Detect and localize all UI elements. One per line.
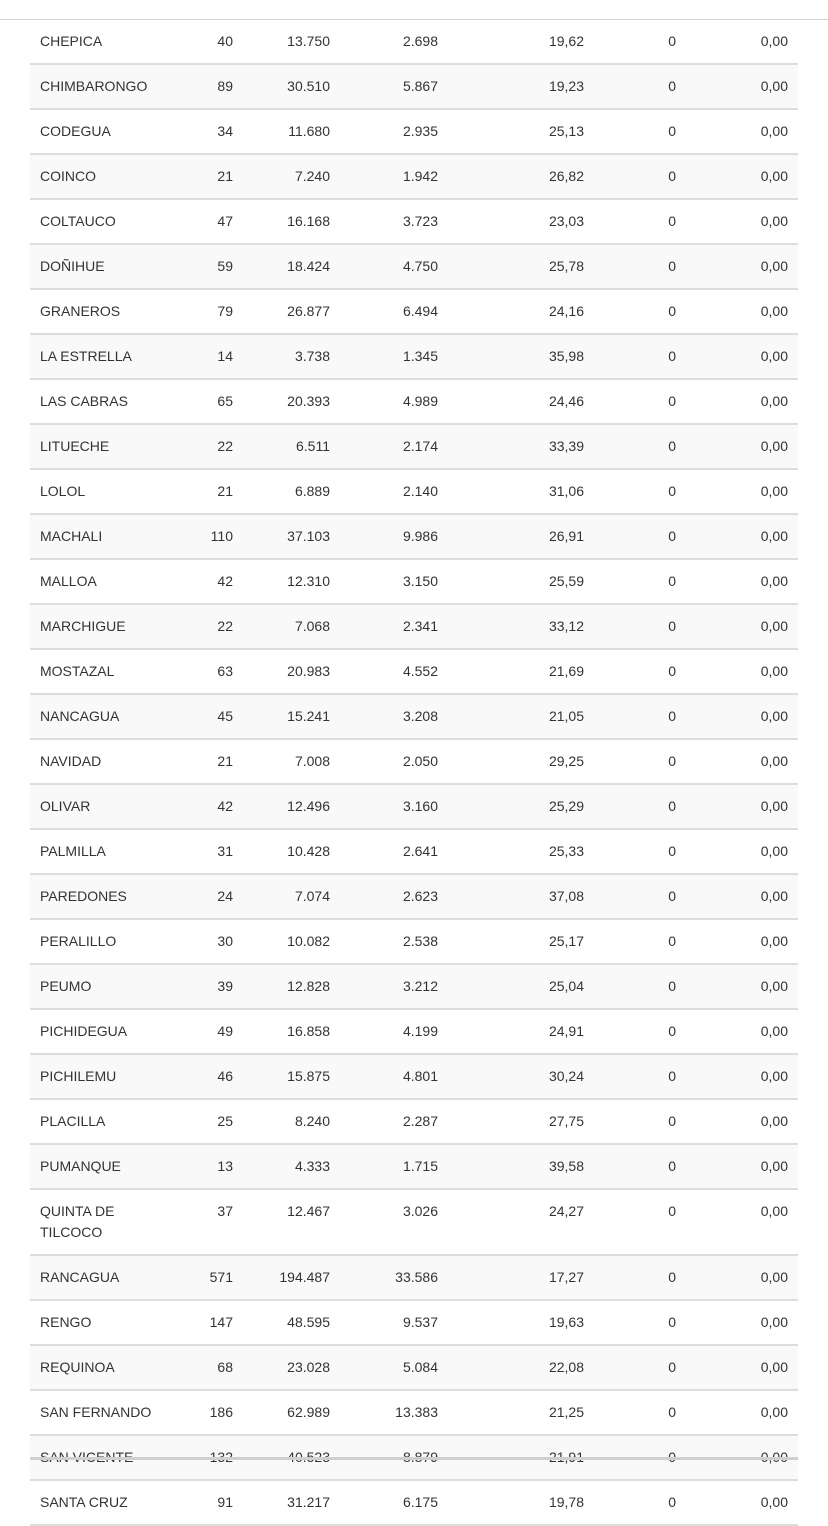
table-row: [30, 649, 798, 694]
cell-percent-a: 29,25: [448, 739, 594, 784]
cell-commune-name: [30, 109, 160, 154]
commune-name-text: COLTAUCO: [40, 213, 116, 229]
cell-count: 13: [160, 1144, 243, 1189]
cell-value-b: 3.026: [340, 1189, 448, 1255]
cell-percent-b: 0,00: [686, 1390, 798, 1435]
table-row: [30, 964, 798, 1009]
commune-name-text: CHIMBARONGO: [40, 78, 148, 94]
cell-value-c: 0: [594, 514, 686, 559]
cell-value-a: 6.889: [243, 469, 340, 514]
cell-value-b: 2.050: [340, 739, 448, 784]
cell-commune-name: [30, 604, 160, 649]
cell-value-a: 10.428: [243, 829, 340, 874]
cell-commune-name: [30, 1480, 160, 1525]
cell-count: 91: [160, 1480, 243, 1525]
cell-value-b: 3.160: [340, 784, 448, 829]
cell-commune-name: [30, 424, 160, 469]
cell-value-a: 7.240: [243, 154, 340, 199]
cell-commune-name: [30, 20, 160, 64]
table-row: [30, 154, 798, 199]
cell-value-c: 0: [594, 1480, 686, 1525]
cell-percent-a: 25,78: [448, 244, 594, 289]
cell-percent-b: 0,00: [686, 1255, 798, 1300]
cell-value-b: 4.989: [340, 379, 448, 424]
cell-value-c: 0: [594, 874, 686, 919]
cell-value-c: 0: [594, 1189, 686, 1255]
commune-name-text: REQUINOA: [40, 1359, 115, 1375]
cell-count: 68: [160, 1345, 243, 1390]
cell-commune-name: [30, 1345, 160, 1390]
cell-value-b: 6.494: [340, 289, 448, 334]
commune-name-text: PICHILEMU: [40, 1068, 117, 1084]
cell-count: 30: [160, 919, 243, 964]
table-row: [30, 604, 798, 649]
table-row: [30, 1480, 798, 1525]
cell-count: 147: [160, 1300, 243, 1345]
cell-percent-a: 37,08: [448, 874, 594, 919]
cell-commune-name: [30, 784, 160, 829]
cell-percent-a: 19,63: [448, 1300, 594, 1345]
cell-commune-name: [30, 829, 160, 874]
commune-name-text: LOLOL: [40, 483, 86, 499]
cell-value-a: 12.310: [243, 559, 340, 604]
cell-percent-b: 0,00: [686, 649, 798, 694]
cell-commune-name: [30, 1054, 160, 1099]
cell-value-a: 62.989: [243, 1390, 340, 1435]
cell-percent-b: 0,00: [686, 20, 798, 64]
table-row: [30, 784, 798, 829]
cell-value-c: 0: [594, 1300, 686, 1345]
cell-count: 34: [160, 109, 243, 154]
table-row: [30, 1144, 798, 1189]
cell-percent-a: 25,29: [448, 784, 594, 829]
table-row: [30, 1300, 798, 1345]
table-row: [30, 1054, 798, 1099]
commune-name-text: LA ESTRELLA: [40, 348, 132, 364]
cell-count: 186: [160, 1390, 243, 1435]
cell-value-b: 3.150: [340, 559, 448, 604]
cell-value-b: 5.084: [340, 1345, 448, 1390]
table-row: [30, 559, 798, 604]
cell-value-b: 13.383: [340, 1390, 448, 1435]
commune-name-text: LAS CABRAS: [40, 393, 128, 409]
cell-percent-b: 0,00: [686, 244, 798, 289]
commune-name-text: CHEPICA: [40, 33, 103, 49]
cell-value-a: 15.875: [243, 1054, 340, 1099]
cell-value-c: 0: [594, 739, 686, 784]
cell-value-c: 0: [594, 1009, 686, 1054]
table-body: [30, 20, 798, 1525]
cell-value-c: 0: [594, 1255, 686, 1300]
cell-value-b: 2.935: [340, 109, 448, 154]
cell-value-b: 2.538: [340, 919, 448, 964]
commune-name-text: DOÑIHUE: [40, 258, 105, 274]
cell-percent-a: 22,08: [448, 1345, 594, 1390]
table-row: [30, 469, 798, 514]
cell-percent-a: 21,25: [448, 1390, 594, 1435]
cell-percent-b: 0,00: [686, 334, 798, 379]
commune-name-text: PAREDONES: [40, 888, 127, 904]
cell-value-a: 7.074: [243, 874, 340, 919]
cell-value-b: 4.552: [340, 649, 448, 694]
cell-percent-b: 0,00: [686, 424, 798, 469]
cell-percent-a: 21,69: [448, 649, 594, 694]
cell-commune-name: [30, 739, 160, 784]
commune-name-text: PLACILLA: [40, 1113, 106, 1129]
cell-commune-name: [30, 964, 160, 1009]
cell-value-c: 0: [594, 20, 686, 64]
cell-percent-a: 19,62: [448, 20, 594, 64]
cell-value-b: 2.287: [340, 1099, 448, 1144]
cell-value-a: 12.467: [243, 1189, 340, 1255]
cell-value-c: 0: [594, 154, 686, 199]
cell-percent-b: 0,00: [686, 1189, 798, 1255]
cell-count: 63: [160, 649, 243, 694]
cell-percent-a: 23,03: [448, 199, 594, 244]
commune-name-text: MACHALI: [40, 528, 103, 544]
cell-value-c: 0: [594, 1345, 686, 1390]
table-row: [30, 64, 798, 109]
cell-value-a: 11.680: [243, 109, 340, 154]
cell-percent-a: 19,23: [448, 64, 594, 109]
cell-count: 40: [160, 20, 243, 64]
cell-value-b: 2.623: [340, 874, 448, 919]
table-row: [30, 109, 798, 154]
cell-count: 110: [160, 514, 243, 559]
cell-value-b: 4.801: [340, 1054, 448, 1099]
commune-name-text: GRANEROS: [40, 303, 121, 319]
cell-count: 24: [160, 874, 243, 919]
cell-value-b: 2.174: [340, 424, 448, 469]
cell-percent-a: 33,39: [448, 424, 594, 469]
cell-percent-a: 25,04: [448, 964, 594, 1009]
cell-value-a: 48.595: [243, 1300, 340, 1345]
cell-value-b: 4.750: [340, 244, 448, 289]
cell-percent-a: 19,78: [448, 1480, 594, 1525]
commune-results-table: [30, 20, 798, 1526]
table-row: [30, 694, 798, 739]
cell-commune-name: [30, 919, 160, 964]
cell-commune-name: [30, 874, 160, 919]
cell-percent-a: 35,98: [448, 334, 594, 379]
cell-percent-a: 24,46: [448, 379, 594, 424]
commune-name-text: LITUECHE: [40, 438, 110, 454]
table-row: [30, 424, 798, 469]
commune-name-text: RANCAGUA: [40, 1269, 120, 1285]
commune-name-text: RENGO: [40, 1314, 92, 1330]
table-row: [30, 1099, 798, 1144]
cell-commune-name: [30, 1099, 160, 1144]
cell-percent-b: 0,00: [686, 964, 798, 1009]
cell-value-b: 1.715: [340, 1144, 448, 1189]
cell-value-c: 0: [594, 469, 686, 514]
cell-value-a: 20.393: [243, 379, 340, 424]
cell-count: 39: [160, 964, 243, 1009]
cell-commune-name: [30, 1300, 160, 1345]
commune-name-text: PICHIDEGUA: [40, 1023, 128, 1039]
cell-value-b: 9.986: [340, 514, 448, 559]
cell-count: 37: [160, 1189, 243, 1255]
cell-value-c: 0: [594, 784, 686, 829]
commune-name-text: MOSTAZAL: [40, 663, 115, 679]
cell-percent-b: 0,00: [686, 469, 798, 514]
cell-percent-a: 24,27: [448, 1189, 594, 1255]
cell-count: 49: [160, 1009, 243, 1054]
cell-percent-a: 25,33: [448, 829, 594, 874]
table-row: [30, 739, 798, 784]
cell-count: 14: [160, 334, 243, 379]
cell-value-b: 5.867: [340, 64, 448, 109]
cell-percent-b: 0,00: [686, 559, 798, 604]
cell-percent-a: 25,17: [448, 919, 594, 964]
cell-value-a: 7.008: [243, 739, 340, 784]
table-row: [30, 1390, 798, 1435]
cell-value-a: 31.217: [243, 1480, 340, 1525]
cell-percent-a: 25,59: [448, 559, 594, 604]
cell-value-b: 1.345: [340, 334, 448, 379]
table-row: [30, 289, 798, 334]
cell-percent-a: 24,91: [448, 1009, 594, 1054]
cell-value-b: 3.212: [340, 964, 448, 1009]
cell-value-a: 16.168: [243, 199, 340, 244]
cell-value-c: 0: [594, 1099, 686, 1144]
cell-count: 45: [160, 694, 243, 739]
cell-value-c: 0: [594, 829, 686, 874]
commune-name-text: SANTA CRUZ: [40, 1494, 128, 1510]
cell-value-b: 3.208: [340, 694, 448, 739]
commune-name-text: OLIVAR: [40, 798, 91, 814]
cell-commune-name: [30, 154, 160, 199]
cell-percent-b: 0,00: [686, 379, 798, 424]
cell-value-c: 0: [594, 199, 686, 244]
cell-value-a: 20.983: [243, 649, 340, 694]
cell-percent-b: 0,00: [686, 739, 798, 784]
cell-percent-b: 0,00: [686, 829, 798, 874]
cell-value-c: 0: [594, 559, 686, 604]
cell-value-a: 8.240: [243, 1099, 340, 1144]
table-row: [30, 20, 798, 64]
cell-commune-name: [30, 334, 160, 379]
cell-count: 21: [160, 739, 243, 784]
cell-commune-name: [30, 694, 160, 739]
cell-percent-b: 0,00: [686, 874, 798, 919]
cell-commune-name: [30, 649, 160, 694]
cell-value-b: 2.341: [340, 604, 448, 649]
cell-value-a: 26.877: [243, 289, 340, 334]
cell-count: 22: [160, 424, 243, 469]
cell-value-a: 10.082: [243, 919, 340, 964]
cell-percent-b: 0,00: [686, 604, 798, 649]
cell-percent-a: 26,82: [448, 154, 594, 199]
cell-percent-a: 33,12: [448, 604, 594, 649]
cell-percent-b: 0,00: [686, 919, 798, 964]
cell-percent-b: 0,00: [686, 64, 798, 109]
cell-percent-b: 0,00: [686, 1099, 798, 1144]
commune-name-text: PALMILLA: [40, 843, 106, 859]
cell-commune-name: [30, 379, 160, 424]
cell-percent-a: 21,05: [448, 694, 594, 739]
cell-value-a: 3.738: [243, 334, 340, 379]
cell-percent-b: 0,00: [686, 1345, 798, 1390]
cell-percent-a: 24,16: [448, 289, 594, 334]
cell-value-c: 0: [594, 334, 686, 379]
cell-count: 46: [160, 1054, 243, 1099]
cell-value-a: 4.333: [243, 1144, 340, 1189]
cell-value-c: 0: [594, 694, 686, 739]
cell-commune-name: [30, 514, 160, 559]
cell-value-c: 0: [594, 1144, 686, 1189]
cell-percent-a: 39,58: [448, 1144, 594, 1189]
cell-value-c: 0: [594, 64, 686, 109]
commune-name-text: NANCAGUA: [40, 708, 120, 724]
cell-value-a: 13.750: [243, 20, 340, 64]
cell-count: 571: [160, 1255, 243, 1300]
cell-percent-b: 0,00: [686, 1300, 798, 1345]
cell-count: 89: [160, 64, 243, 109]
cell-percent-b: 0,00: [686, 1480, 798, 1525]
table-row: [30, 379, 798, 424]
commune-name-text: SAN FERNANDO: [40, 1404, 152, 1420]
cell-commune-name: [30, 1390, 160, 1435]
cell-percent-a: 26,91: [448, 514, 594, 559]
cell-value-c: 0: [594, 964, 686, 1009]
cell-value-a: 6.511: [243, 424, 340, 469]
commune-name-text: COINCO: [40, 168, 96, 184]
cell-commune-name: [30, 1009, 160, 1054]
cell-value-a: 30.510: [243, 64, 340, 109]
table-row: [30, 1189, 798, 1255]
cell-count: 47: [160, 199, 243, 244]
table-row: [30, 1345, 798, 1390]
cell-value-a: 194.487: [243, 1255, 340, 1300]
cell-value-c: 0: [594, 424, 686, 469]
commune-name-text: PEUMO: [40, 978, 92, 994]
cell-commune-name: [30, 289, 160, 334]
cell-percent-a: 17,27: [448, 1255, 594, 1300]
table-row: [30, 829, 798, 874]
cell-value-b: 2.698: [340, 20, 448, 64]
cell-count: 79: [160, 289, 243, 334]
table-row: [30, 919, 798, 964]
cell-commune-name: [30, 64, 160, 109]
cell-percent-b: 0,00: [686, 1009, 798, 1054]
cell-value-a: 23.028: [243, 1345, 340, 1390]
cell-percent-a: 31,06: [448, 469, 594, 514]
cell-value-c: 0: [594, 1390, 686, 1435]
cell-commune-name: [30, 244, 160, 289]
commune-name-text: QUINTA DE TILCOCO: [40, 1203, 115, 1240]
cell-count: 65: [160, 379, 243, 424]
cell-count: 22: [160, 604, 243, 649]
cell-value-b: 6.175: [340, 1480, 448, 1525]
cell-value-c: 0: [594, 379, 686, 424]
cell-percent-b: 0,00: [686, 199, 798, 244]
cell-count: 42: [160, 784, 243, 829]
table-row: [30, 334, 798, 379]
cell-commune-name: [30, 199, 160, 244]
cell-value-b: 9.537: [340, 1300, 448, 1345]
commune-name-text: CODEGUA: [40, 123, 111, 139]
cell-count: 21: [160, 469, 243, 514]
cell-value-b: 1.942: [340, 154, 448, 199]
cell-percent-a: 30,24: [448, 1054, 594, 1099]
commune-name-text: MARCHIGUE: [40, 618, 126, 634]
cell-value-c: 0: [594, 919, 686, 964]
cell-value-c: 0: [594, 289, 686, 334]
cell-percent-b: 0,00: [686, 514, 798, 559]
cell-value-b: 2.641: [340, 829, 448, 874]
commune-name-text: PUMANQUE: [40, 1158, 121, 1174]
cell-percent-b: 0,00: [686, 109, 798, 154]
cell-count: 31: [160, 829, 243, 874]
cell-value-c: 0: [594, 1054, 686, 1099]
cell-percent-b: 0,00: [686, 694, 798, 739]
cell-percent-b: 0,00: [686, 289, 798, 334]
cell-commune-name: [30, 1255, 160, 1300]
table-row: [30, 199, 798, 244]
cell-value-a: 12.828: [243, 964, 340, 1009]
cell-count: 42: [160, 559, 243, 604]
commune-name-text: PERALILLO: [40, 933, 117, 949]
cell-value-c: 0: [594, 244, 686, 289]
cell-commune-name: [30, 1144, 160, 1189]
cell-value-b: 3.723: [340, 199, 448, 244]
table-row: [30, 1255, 798, 1300]
cell-count: 25: [160, 1099, 243, 1144]
cell-value-a: 16.858: [243, 1009, 340, 1054]
cell-value-a: 37.103: [243, 514, 340, 559]
cell-value-a: 12.496: [243, 784, 340, 829]
cell-value-b: 4.199: [340, 1009, 448, 1054]
cell-commune-name: [30, 469, 160, 514]
cell-percent-b: 0,00: [686, 1144, 798, 1189]
table-row: [30, 244, 798, 289]
cell-percent-b: 0,00: [686, 1054, 798, 1099]
commune-name-text: MALLOA: [40, 573, 97, 589]
cell-commune-name: [30, 1189, 160, 1255]
table-row: [30, 874, 798, 919]
cell-percent-a: 25,13: [448, 109, 594, 154]
table-row: [30, 514, 798, 559]
cell-value-b: 2.140: [340, 469, 448, 514]
cell-value-b: 33.586: [340, 1255, 448, 1300]
cell-value-c: 0: [594, 649, 686, 694]
cell-value-a: 7.068: [243, 604, 340, 649]
cell-value-c: 0: [594, 109, 686, 154]
cell-value-c: 0: [594, 604, 686, 649]
cell-percent-b: 0,00: [686, 154, 798, 199]
table-row: [30, 1009, 798, 1054]
cell-count: 21: [160, 154, 243, 199]
cell-percent-a: 27,75: [448, 1099, 594, 1144]
cell-percent-b: 0,00: [686, 784, 798, 829]
commune-name-text: NAVIDAD: [40, 753, 102, 769]
cell-count: 59: [160, 244, 243, 289]
cell-commune-name: [30, 559, 160, 604]
cell-value-a: 15.241: [243, 694, 340, 739]
cell-value-a: 18.424: [243, 244, 340, 289]
